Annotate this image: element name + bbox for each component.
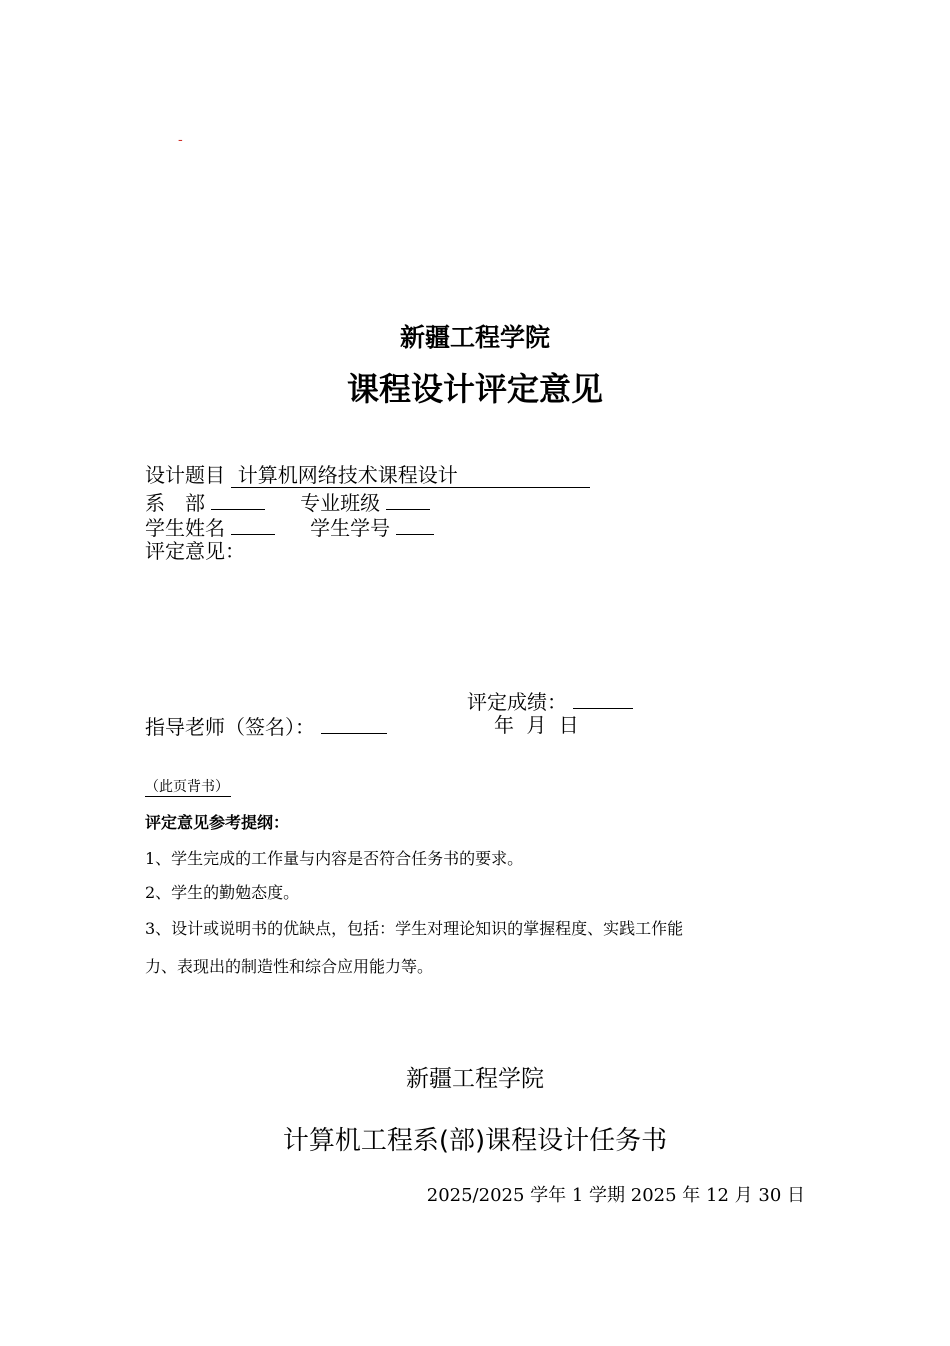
name-blank[interactable] (231, 514, 275, 535)
name-label: 学生姓名 (145, 516, 225, 540)
task-school-name: 新疆工程学院 (406, 1066, 544, 1092)
dept-blank[interactable] (211, 489, 265, 510)
id-blank[interactable] (396, 514, 434, 535)
topic-label: 设计题目 (145, 463, 225, 487)
opinion-label: 评定意见： (145, 539, 245, 563)
red-dash-mark: - (178, 132, 183, 148)
topic-value-text: 计算机网络技术课程设计 (237, 463, 458, 487)
id-label: 学生学号 (310, 516, 391, 540)
topic-value[interactable] (231, 463, 589, 488)
reference-title: 评定意见参考提纲： (145, 813, 290, 832)
school-name: 新疆工程学院 (399, 323, 550, 352)
reference-item: 1、学生完成的工作量与内容是否符合任务书的要求。 (145, 849, 524, 868)
task-title: 计算机工程系(部)课程设计任务书 (282, 1126, 668, 1156)
dept-label: 系 部 (145, 491, 205, 515)
dept-row (145, 489, 430, 515)
grade-label: 评定成绩： (467, 690, 567, 714)
teacher-label: 指导老师（签名）： (145, 715, 315, 739)
back-note: （此页背书） (145, 776, 231, 797)
student-row (145, 514, 434, 540)
reference-item: 3、设计或说明书的优缺点，包括：学生对理论知识的掌握程度、实践工作能 (145, 919, 684, 938)
teacher-signature-blank[interactable] (321, 713, 387, 734)
teacher-row (145, 713, 387, 739)
grade-blank[interactable] (573, 688, 633, 709)
topic-row (145, 463, 590, 487)
reference-item: 力、表现出的制造性和综合应用能力等。 (145, 957, 434, 976)
document-title: 课程设计评定意见 (346, 370, 603, 408)
grade-row (467, 688, 633, 714)
reference-item: 2、学生的勤勉态度。 (145, 883, 300, 902)
class-blank[interactable] (386, 489, 430, 510)
date-label: 年 月 日 (494, 713, 579, 737)
class-label: 专业班级 (300, 491, 381, 515)
task-date-line: 2025/2025 学年 1 学期 2025 年 12 月 30 日 (426, 1185, 805, 1206)
